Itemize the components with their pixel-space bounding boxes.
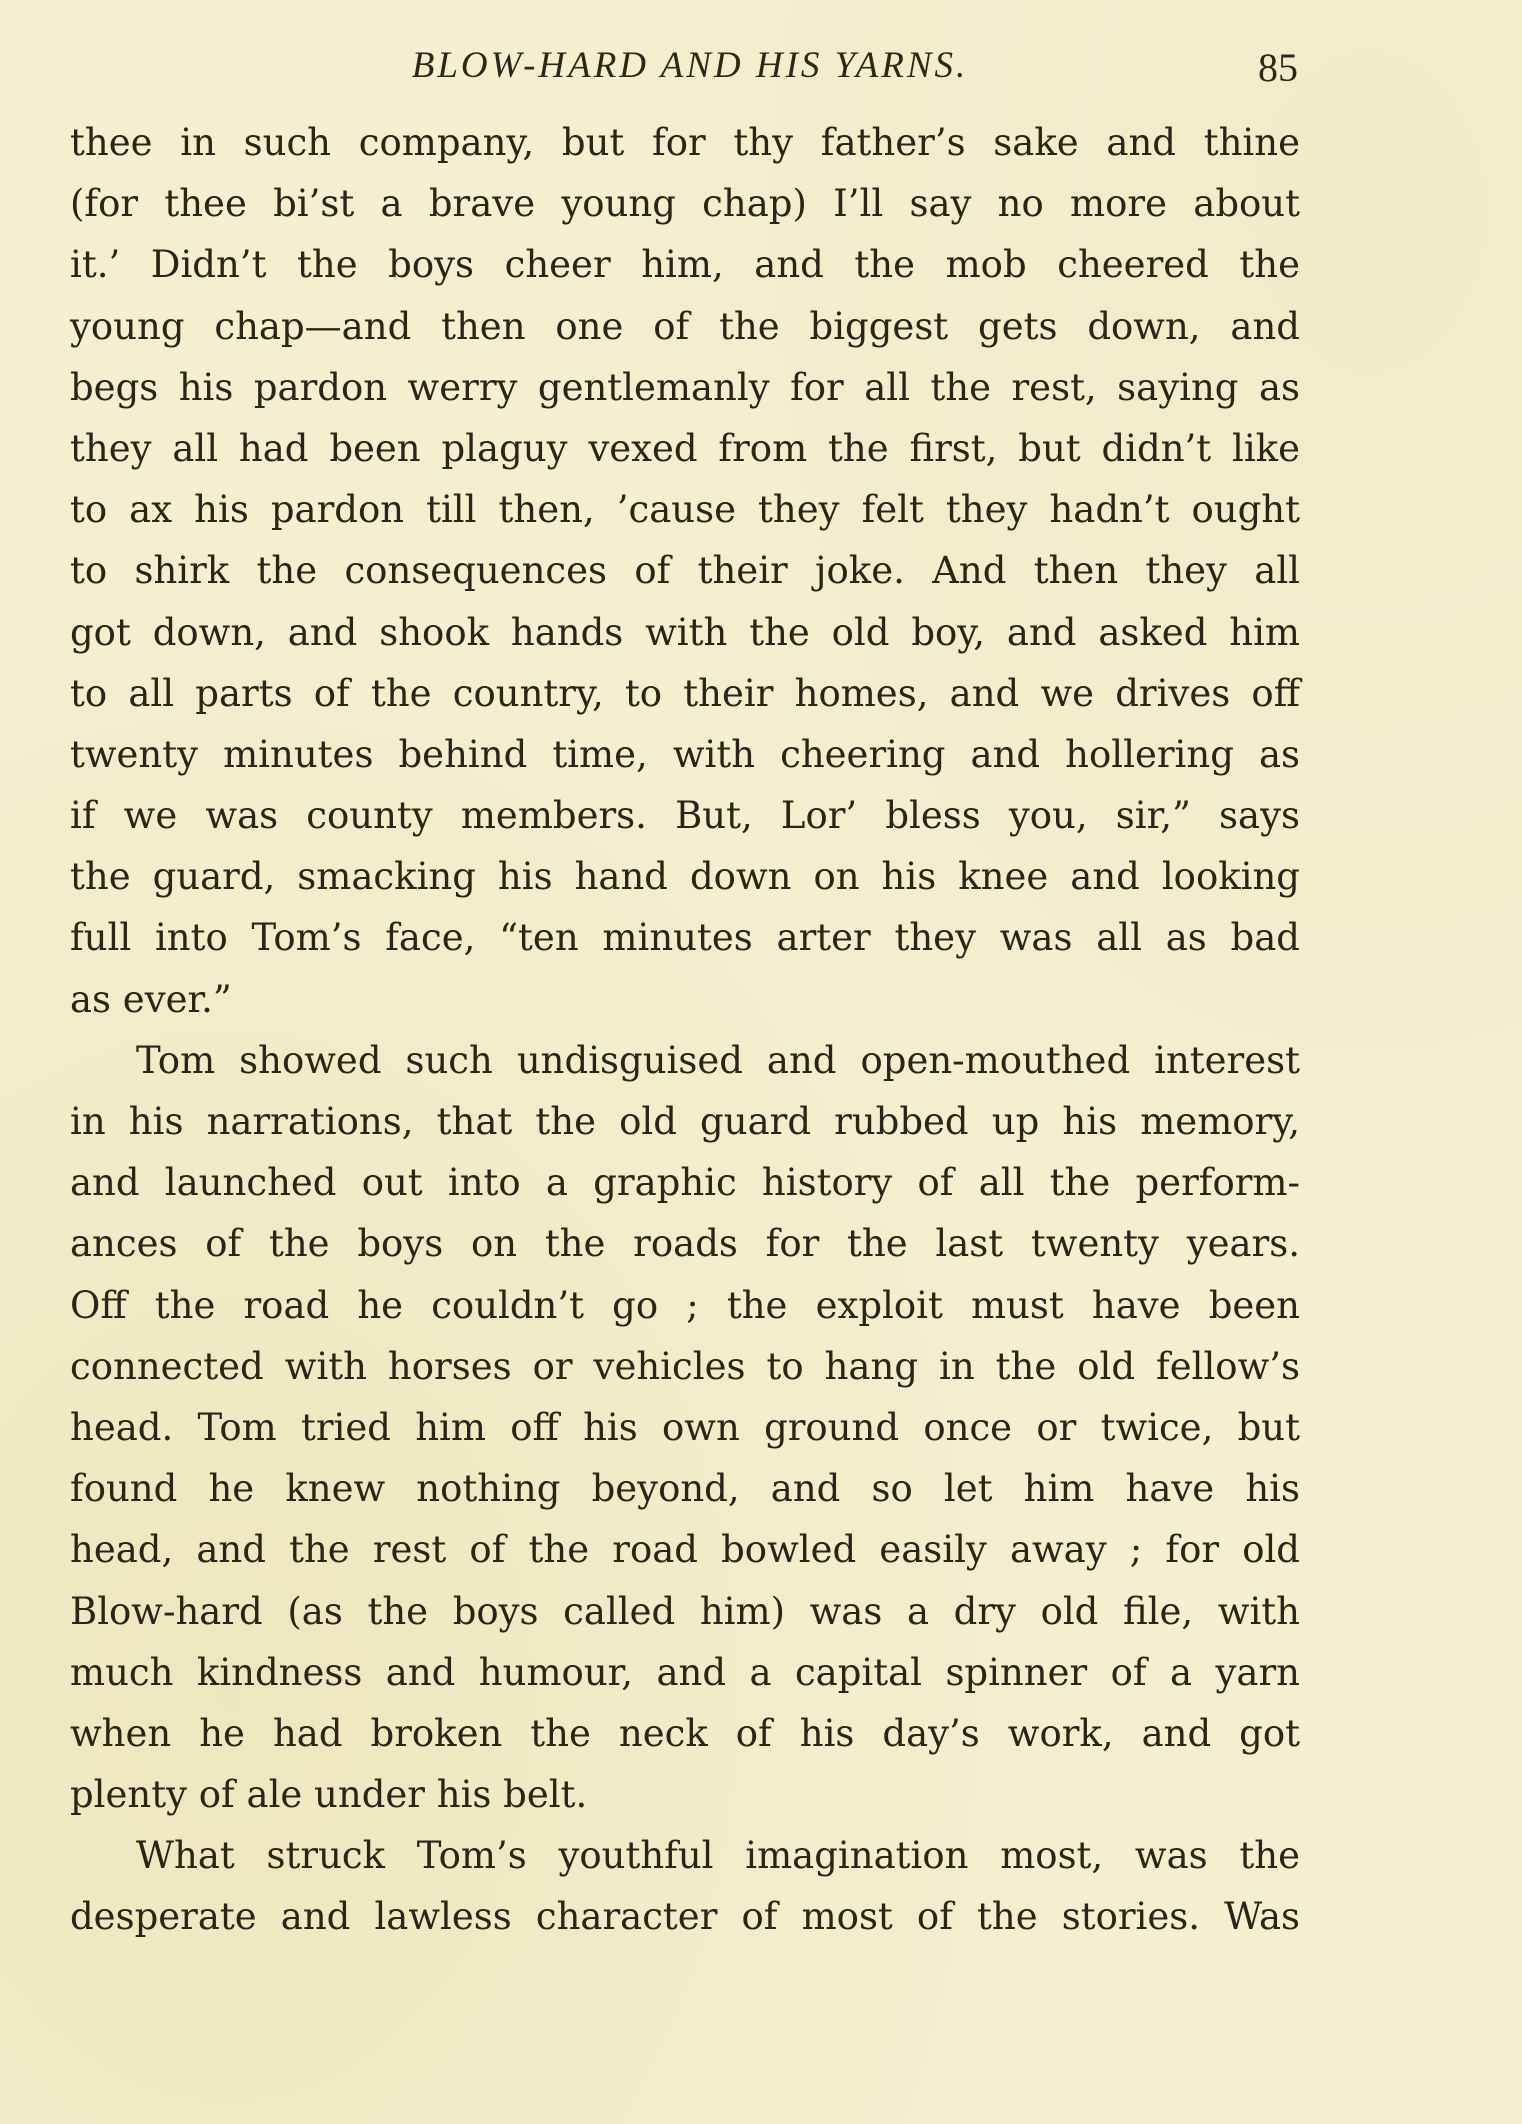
text-line: young chap—and then one of the biggest gets down, and [70,304,1300,348]
running-title: BLOW-HARD AND HIS YARNS. [411,45,969,86]
text-line: found he knew nothing beyond, and so let him have his [70,1467,1300,1511]
text-line: Tom showed such undisguised and open-mouthed interest [136,1038,1300,1082]
text-line: got down, and shook hands with the old boy, and asked him [70,610,1300,654]
text-line: connected with horses or vehicles to hang in the old fellow’s [70,1344,1300,1388]
text-line: What struck Tom’s youthful imagination most, was the [136,1834,1300,1878]
text-line: to all parts of the country, to their homes, and we drives off [70,671,1300,715]
text-line: begs his pardon werry gentlemanly for all the rest, saying as [70,365,1300,409]
text-line: to ax his pardon till then, ’cause they felt they hadn’t ought [70,488,1300,532]
text-line: Off the road he couldn’t go ; the exploit must have been [70,1283,1300,1327]
text-line: much kindness and humour, and a capital spinner of a yarn [70,1650,1300,1694]
text-line: head. Tom tried him off his own ground once or twice, but [70,1405,1300,1449]
text-line: when he had broken the neck of his day’s work, and got [70,1711,1300,1755]
body-text [70,112,1300,1948]
paragraph-1 [70,112,1300,1030]
text-line: if we was county members. But, Lor’ bless you, sir,” says [70,794,1300,838]
text-line: twenty minutes behind time, with cheering and hollering as [70,732,1300,776]
text-line: ances of the boys on the roads for the last twenty years. [70,1222,1300,1266]
text-line: head, and the rest of the road bowled easily away ; for old [70,1528,1300,1572]
text-line: in his narrations, that the old guard rubbed up his memory, [70,1100,1300,1143]
text-line: they all had been plaguy vexed from the first, but didn’t like [70,426,1300,470]
paragraph-3 [70,1825,1300,1947]
text-line: as ever.” [70,977,232,1021]
paragraph-2 [70,1030,1300,1825]
text-line: it.’ Didn’t the boys cheer him, and the mob cheered the [70,243,1300,287]
text-line: Blow-hard (as the boys called him) was a dry old file, with [70,1589,1300,1633]
text-line: to shirk the consequences of their joke. And then they all [70,549,1300,593]
running-head [70,34,1310,94]
text-line: plenty of ale under his belt. [70,1773,588,1817]
page-number: 85 [1258,45,1298,90]
text-line: desperate and lawless character of most of the stories. Was [70,1895,1300,1939]
text-line: and launched out into a graphic history of all the perform- [70,1161,1300,1205]
text-line: (for thee bi’st a brave young chap) I’ll say no more about [70,182,1300,226]
text-line: thee in such company, but for thy father’s sake and thine [70,121,1300,164]
text-line: the guard, smacking his hand down on his knee and looking [70,855,1300,899]
text-line: full into Tom’s face, “ten minutes arter they was all as bad [70,916,1300,960]
